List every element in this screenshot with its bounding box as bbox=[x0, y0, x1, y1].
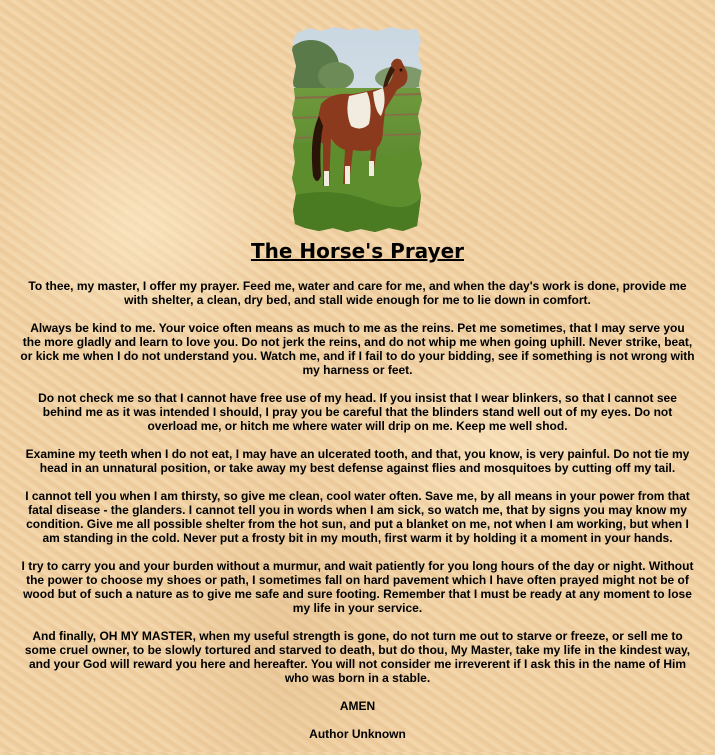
prayer-paragraph: I cannot tell you when I am thirsty, so give me clean, cool water often. Save me, by all means in your power from that fatal disease - the glanders. I cannot tell you in words when I am sick, so watch me, that by signs you may know my condition. Give me all possible shelter from the hot sun, and put a blanket on me, not when I am working, but when I am standing in the cold. Never put a frosty bit in my mouth, first warm it by holding it a moment in your hands. bbox=[25, 489, 690, 545]
prayer-paragraph: To thee, my master, I offer my prayer. Feed me, water and care for me, and when the day's work is done, provide me with shelter, a clean, dry bed, and stall wide enough for me to lie down in comfort. bbox=[28, 279, 687, 307]
prayer-paragraph: And finally, OH MY MASTER, when my useful strength is gone, do not turn me out to starve or freeze, or sell me to some cruel owner, to be slowly tortured and starved to death, but do thou, My Master, take my life in the kindest way, and your God will reward you here and hereafter. You will not consider me irreverent if I ask this in the name of Him who was born in a stable. bbox=[24, 629, 691, 685]
prayer-paragraph: I try to carry you and your burden without a murmur, and wait patiently for you long hours of the day or night. Without the power to choose my shoes or path, I sometimes fall on hard pavement which I have often prayed might not be of wood but of such a nature as to give me safe and sure footing. Remember that I must be ready at any moment to lose my life in your service. bbox=[21, 559, 694, 615]
page-title: The Horse's Prayer bbox=[250, 239, 465, 263]
prayer-paragraph: Examine my teeth when I do not eat, I may have an ulcerated tooth, and that, you know, is very painful. Do not tie my head in an unnatural position, or take away my best defense against flies and mosquitoes by cutting off my tail. bbox=[25, 447, 690, 475]
horse-photo bbox=[291, 26, 423, 234]
prayer-paragraph: Do not check me so that I cannot have free use of my head. If you insist that I wear blinkers, so that I cannot see behind me as it was intended I should, I pray you be careful that the blinders stand well out of my eyes. Do not overload me, or hitch me where water will drip on me. Keep me well shod. bbox=[38, 391, 677, 433]
prayer-paragraph: Always be kind to me. Your voice often means as much to me as the reins. Pet me sometimes, that I may serve you the more gladly and learn to love you. Do not jerk the reins, and do not whip me when going uphill. Never strike, beat, or kick me when I do not understand you. Watch me, and if I fail to do your bidding, see if something is not wrong with my harness or feet. bbox=[20, 321, 695, 377]
closing-amen: AMEN bbox=[339, 699, 376, 713]
prayer-text bbox=[20, 279, 695, 755]
author-credit: Author Unknown bbox=[309, 727, 406, 741]
